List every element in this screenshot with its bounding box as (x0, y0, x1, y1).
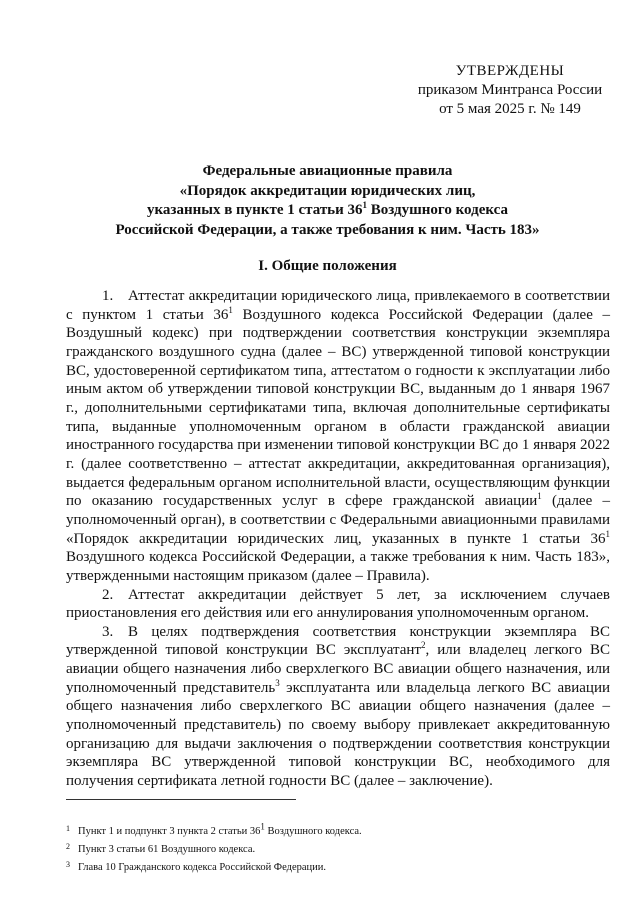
paragraph-text: , или владелец легкого ВС авиации общего назначения либо сверхлегкого ВС авиации общего назначения, или уполномоченный представитель (66, 642, 610, 696)
footnote-ref: 1 (228, 304, 233, 315)
paragraph-1 (66, 287, 610, 586)
footnote-mark: 2 (66, 842, 70, 851)
footnote-2 (66, 841, 610, 859)
paragraph-text: Аттестат аккредитации юридического лица, привлекаемого в соответствии с пунктом 1 статьи 36 (66, 288, 610, 323)
footnote-mark: 1 (66, 824, 70, 833)
approval-block (405, 62, 615, 119)
title-superscript: 1 (362, 200, 368, 210)
paragraph-number: 1. (102, 288, 114, 304)
footnote-text: Глава 10 Гражданского кодекса Российской Федерации. (78, 862, 327, 873)
approval-heading: УТВЕРЖДЕНЫ (455, 63, 565, 79)
title-line-3-text: указанных в пункте 1 статьи 36 (147, 202, 363, 218)
paragraph-text: эксплуатанта или владельца легкого ВС авиации общего назначения либо сверхлегкого ВС авиации общего назначения (далее – уполномоченный представитель) по своему выбору привлекает аккредитованную организацию для выдачи заключения о подтверждении соответствия конструкции экземпляра ВС утвержденной типовой конструкции ВС, необходимого для получения сертификата летной годности ВС (далее – заключение). (66, 679, 610, 790)
document-body (66, 287, 610, 791)
title-line-2: «Порядок аккредитации юридических лиц, (179, 182, 476, 199)
approval-order: приказом Минтранса России (417, 82, 603, 98)
paragraph-text: В целях подтверждения соответствия конструкции экземпляра ВС утвержденной типовой конструкции ВС эксплуатант (66, 623, 610, 659)
footnote-text-tail: Воздушного кодекса. (264, 826, 362, 837)
footnote-text: Пункт 1 и подпункт 3 пункта 2 статьи 36 (78, 826, 261, 837)
footnote-ref: 1 (605, 528, 610, 539)
section-heading: I. Общие положения (258, 258, 397, 274)
footnote-ref: 2 (420, 640, 426, 651)
paragraph-text: (далее – уполномоченный орган), в соответствии с Федеральными авиационными правилами «Порядок аккредитации юридических лиц, указанных в пункте 1 статьи 36 (66, 493, 611, 547)
paragraph-text: Воздушного кодекса Российской Федерации, а также требования к ним. Часть 183», утвержденными настоящим приказом (далее – Правила). (66, 549, 610, 584)
footnote-ref: 3 (275, 677, 280, 688)
title-line-4: Российской Федерации, а также требования к ним. Часть 183» (115, 221, 540, 238)
title-line-1: Федеральные авиационные правила (202, 163, 453, 179)
paragraph-3 (66, 623, 610, 791)
footnote-ref: 1 (537, 491, 542, 502)
paragraph-number: 2. (102, 586, 114, 603)
paragraph-number: 3. (102, 623, 114, 640)
paragraph-2 (66, 586, 610, 623)
title-line-3-tail: Воздушного кодекса (367, 202, 508, 218)
footnote-1 (66, 823, 610, 841)
footnote-mark: 3 (66, 860, 70, 869)
document-title (40, 162, 615, 240)
footnote-text: Пункт 3 статьи 61 Воздушного кодекса. (78, 844, 256, 855)
paragraph-text: Воздушного кодекса Российской Федерации (далее – Воздушный кодекс) при подтверждении соответствия конструкции экземпляра гражданского воздушного судна (далее – ВС) утвержденной типовой конструкции ВС, удостоверенной сертификатом типа, аттестатом о годности к эксплуатации либо иным актом об утверждении типовой конструкции ВС, выданным до 1 января 1967 г., дополнительными сертификатами типа, включая дополнительные сертификаты типа, выданные уполномоченным органом в области гражданской авиации иностранного государства при изменении типовой конструкции ВС до 1 января 2022 г. (далее соответственно – аттестат аккредитации, аккредитованная организация), выдается федеральным органом исполнительной власти, осуществляющим функции по оказанию государственных услуг в сфере гражданской авиации (66, 306, 610, 510)
footnote-3 (66, 859, 610, 877)
title-line-3 (40, 201, 615, 221)
footnotes (66, 823, 610, 877)
footnote-superscript: 1 (260, 821, 265, 832)
paragraph-text: Аттестат аккредитации действует 5 лет, за исключением случаев приостановления его действия или его аннулирования уполномоченным органом. (66, 586, 610, 622)
approval-date: от 5 мая 2025 г. № 149 (439, 101, 581, 117)
footnote-separator (66, 799, 296, 800)
